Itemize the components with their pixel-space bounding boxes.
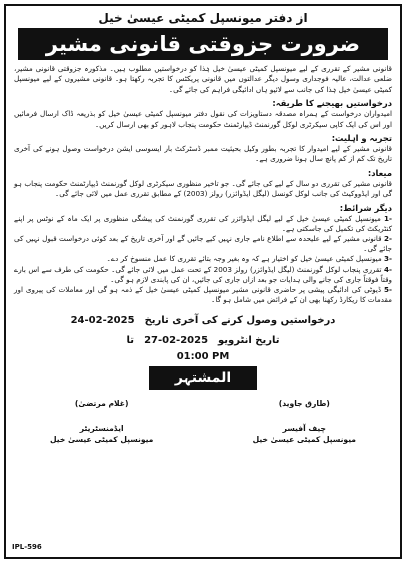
conditions-list — [14, 214, 392, 306]
condition-item: -3 میونسپل کمیٹی عیسیٰ خیل کو اختیار ہے کہ وہ بغیر وجہ بتائے تقرری کا عمل منسوخ کر دے۔ — [106, 254, 392, 264]
term-text: قانونی مشیر کی تقرری دو سال کے لیے کی جائے گی۔ جو تاخیر منظوری سیکرٹری لوکل گورنمنٹ ڈیپارٹمنٹ حکومت پنجاب ہو گی اور ایڈووکیٹ کی جانب لوکل کونسل (لیگل ایڈوائزر) رولز (2003) کے مطابق تقرری عمل میں لائی جائے گی۔ — [14, 178, 392, 199]
interview-row — [14, 333, 392, 349]
signatory-office: میونسپل کمیٹی عیسیٰ خیل — [50, 435, 154, 445]
deadline-label: درخواستیں وصول کرنے کی آخری تاریخ — [144, 315, 336, 327]
signatory-name: (طارق جاوید) — [278, 399, 330, 409]
conditions-heading: دیگر شرائط: — [339, 202, 392, 213]
interview-label: تاریخ انٹرویو — [218, 335, 280, 347]
reference-code: IPL-596 — [12, 543, 42, 551]
interview-connector: تا — [126, 335, 135, 347]
announcer-wrap — [14, 366, 392, 390]
condition-item: -2 قانونی مشیر کے لیے علیحدہ سے اطلاع نامے جاری نہیں کیے جائیں گے اور آخری تاریخ کے بعد کوئی درخواست قبول نہیں کی جائے گی۔ — [14, 234, 392, 254]
interview-date: 27-02-2025 — [144, 335, 209, 347]
signatory-administrator — [50, 398, 153, 445]
signatory-name: (غلام مرتضیٰ) — [74, 399, 129, 409]
issuing-office: از دفتر میونسپل کمیٹی عیسیٰ خیل — [98, 11, 308, 25]
experience-text: قانونی مشیر کے لیے امیدوار کا تجربہ بطور وکیل بحیثیت ممبر ڈسٹرکٹ بار ایسوسی ایشن درخواست وصول ہونے کی آخری تاریخ تک کم از کم پانچ سال ہونا ضروری ہے۔ — [14, 144, 392, 164]
method-heading: درخواستیں بھیجنے کا طریقہ: — [272, 98, 392, 109]
condition-item: -4 تقرری پنجاب لوکل گورنمنٹ (لیگل ایڈوائزر) رولز 2003 کے تحت عمل میں لائی جائے گی۔ حکومت کی طرف سے اس بارے وقتاً فوقتاً جاری کی جانے والی ہدایات جو بعد ازاں جاری کی جائیں، ان کی پابندی لازم ہو گی۔ — [14, 264, 392, 284]
condition-item: -5 ڈیوٹی کی ادائیگی پیشی پر حاضری قانونی مشیر میونسپل کمیٹی عیسیٰ خیل کے ذمہ ہو گی اور معاملات کی پیروی اور مقدمات کا ریکارڈ رکھنا بھی ان کے فرائض میں شامل ہو گا۔ — [14, 285, 392, 305]
method-text: امیدواران درخواست کے ہمراہ مصدقہ دستاویزات کی نقول دفتر میونسپل کمیٹی عیسیٰ خیل کو بذریعہ ڈاک ارسال فرمائیں اور اس کی ایک کاپی سیکرٹری لوکل گورنمنٹ ڈیپارٹمنٹ حکومت پنجاب لاہور کو بھی ارسال کریں۔ — [14, 109, 392, 129]
deadline-date: 24-02-2025 — [70, 315, 135, 327]
signatory-office: میونسپل کمیٹی عیسیٰ خیل — [252, 435, 356, 445]
experience-heading: تجربہ و اہلیت: — [331, 133, 392, 144]
advertisement-page — [4, 4, 402, 559]
term-heading: میعاد: — [367, 167, 392, 178]
signatory-chief-officer — [253, 398, 356, 445]
headline-banner: ضرورت جزوقتی قانونی مشیر — [18, 28, 388, 60]
interview-time-row — [14, 351, 392, 362]
signatory-title: ایڈمنسٹریٹر — [79, 424, 124, 434]
signatory-title: چیف آفیسر — [282, 424, 326, 434]
interview-time: 01:00 PM — [176, 351, 230, 363]
condition-item: -1 میونسپل کمیٹی عیسیٰ خیل کے لیے لیگل ایڈوائزر کی تقرری گورنمنٹ کی پیشگی منظوری پر ایک ماہ کے نوٹس پر اپنے کنٹریکٹ کی تکمیل کی جاسکتی ہے۔ — [14, 213, 392, 233]
signatures — [14, 398, 392, 445]
announcer-badge: المشتہر — [149, 366, 257, 390]
deadline-row — [14, 313, 392, 329]
intro-paragraph: قانونی مشیر کے تقرری کے لیے میونسپل کمیٹی عیسیٰ خیل ہٰذا کو درخواستیں مطلوب ہیں۔ مذکورہ جزوقتی قانونی مشیر، ضلعی عدالت، عالیہ فوجداری وسول دیگر عدالتوں میں قانونی پریکٹس کا تجربہ رکھتا ہو۔ قانونی مشیروں کے لیے میونسپل کمیٹی عیسیٰ خیل ہٰذا کی جانب سے لائیو ہاں ادائیگی فراہم کی جائے گی۔ — [14, 64, 392, 94]
